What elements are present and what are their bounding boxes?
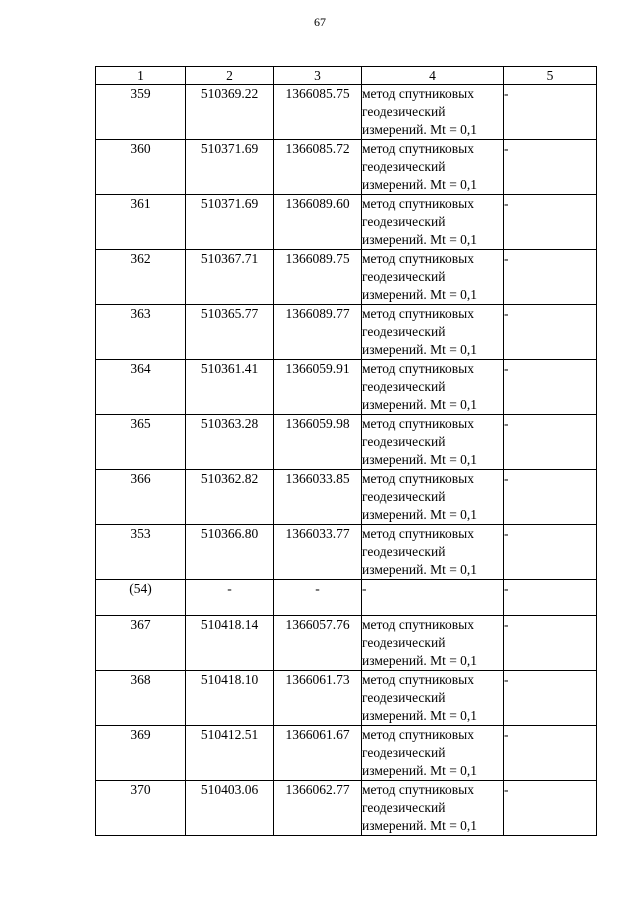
y-coordinate-cell: 1366059.98 bbox=[274, 415, 362, 470]
point-number-cell: 360 bbox=[96, 140, 186, 195]
y-coordinate-cell: 1366061.67 bbox=[274, 726, 362, 781]
method-line: измерений. Mt = 0,1 bbox=[362, 177, 478, 192]
y-coordinate-cell: 1366057.76 bbox=[274, 616, 362, 671]
method-line: измерений. Mt = 0,1 bbox=[362, 452, 478, 467]
method-line: метод спутниковых bbox=[362, 306, 474, 321]
y-coordinate-cell: 1366062.77 bbox=[274, 781, 362, 836]
method-cell bbox=[362, 781, 504, 836]
x-coordinate-cell: 510363.28 bbox=[186, 415, 274, 470]
x-coordinate-cell: 510361.41 bbox=[186, 360, 274, 415]
point-number-cell: 364 bbox=[96, 360, 186, 415]
table-row bbox=[96, 726, 597, 781]
method-line: метод спутниковых bbox=[362, 471, 474, 486]
table-row bbox=[96, 305, 597, 360]
method-cell bbox=[362, 616, 504, 671]
point-number-cell: 366 bbox=[96, 470, 186, 525]
y-coordinate-cell: 1366085.72 bbox=[274, 140, 362, 195]
coordinates-table bbox=[95, 66, 597, 836]
table-row bbox=[96, 360, 597, 415]
method-line: геодезический bbox=[362, 324, 446, 339]
y-coordinate-cell: 1366089.77 bbox=[274, 305, 362, 360]
y-coordinate-cell: 1366089.75 bbox=[274, 250, 362, 305]
method-line: измерений. Mt = 0,1 bbox=[362, 122, 478, 137]
note-cell: - bbox=[504, 85, 597, 140]
y-coordinate-cell: 1366059.91 bbox=[274, 360, 362, 415]
method-cell bbox=[362, 671, 504, 726]
table-row bbox=[96, 415, 597, 470]
method-line: метод спутниковых bbox=[362, 196, 474, 211]
method-cell bbox=[362, 140, 504, 195]
method-line: геодезический bbox=[362, 544, 446, 559]
method-cell bbox=[362, 195, 504, 250]
header-col-5: 5 bbox=[504, 67, 597, 85]
method-line: измерений. Mt = 0,1 bbox=[362, 507, 478, 522]
x-coordinate-cell: - bbox=[186, 580, 274, 616]
x-coordinate-cell: 510369.22 bbox=[186, 85, 274, 140]
header-col-1: 1 bbox=[96, 67, 186, 85]
point-number-cell: 368 bbox=[96, 671, 186, 726]
note-cell: - bbox=[504, 250, 597, 305]
x-coordinate-cell: 510403.06 bbox=[186, 781, 274, 836]
table-row bbox=[96, 250, 597, 305]
table-row bbox=[96, 85, 597, 140]
method-line: метод спутниковых bbox=[362, 361, 474, 376]
point-number-cell: 367 bbox=[96, 616, 186, 671]
note-cell: - bbox=[504, 726, 597, 781]
y-coordinate-cell: 1366061.73 bbox=[274, 671, 362, 726]
point-number-cell: 365 bbox=[96, 415, 186, 470]
method-line: геодезический bbox=[362, 214, 446, 229]
method-line: измерений. Mt = 0,1 bbox=[362, 653, 478, 668]
method-line: геодезический bbox=[362, 489, 446, 504]
method-line: измерений. Mt = 0,1 bbox=[362, 818, 478, 833]
note-cell: - bbox=[504, 470, 597, 525]
point-number-cell: 370 bbox=[96, 781, 186, 836]
x-coordinate-cell: 510418.10 bbox=[186, 671, 274, 726]
x-coordinate-cell: 510365.77 bbox=[186, 305, 274, 360]
method-line: метод спутниковых bbox=[362, 617, 474, 632]
table-body bbox=[96, 85, 597, 836]
x-coordinate-cell: 510362.82 bbox=[186, 470, 274, 525]
header-col-4: 4 bbox=[362, 67, 504, 85]
x-coordinate-cell: 510371.69 bbox=[186, 195, 274, 250]
point-number-cell: 369 bbox=[96, 726, 186, 781]
x-coordinate-cell: 510418.14 bbox=[186, 616, 274, 671]
method-line: геодезический bbox=[362, 690, 446, 705]
note-cell: - bbox=[504, 195, 597, 250]
method-line: геодезический bbox=[362, 379, 446, 394]
method-line: измерений. Mt = 0,1 bbox=[362, 397, 478, 412]
method-line: геодезический bbox=[362, 269, 446, 284]
note-cell: - bbox=[504, 580, 597, 616]
table-row bbox=[96, 195, 597, 250]
header-col-2: 2 bbox=[186, 67, 274, 85]
method-line: метод спутниковых bbox=[362, 672, 474, 687]
method-line: геодезический bbox=[362, 800, 446, 815]
method-line: измерений. Mt = 0,1 bbox=[362, 342, 478, 357]
method-cell bbox=[362, 85, 504, 140]
note-cell: - bbox=[504, 616, 597, 671]
method-cell bbox=[362, 250, 504, 305]
note-cell: - bbox=[504, 781, 597, 836]
method-line: измерений. Mt = 0,1 bbox=[362, 562, 478, 577]
method-line: измерений. Mt = 0,1 bbox=[362, 763, 478, 778]
method-line: геодезический bbox=[362, 635, 446, 650]
method-line: измерений. Mt = 0,1 bbox=[362, 708, 478, 723]
method-line: геодезический bbox=[362, 104, 446, 119]
method-line: метод спутниковых bbox=[362, 782, 474, 797]
x-coordinate-cell: 510412.51 bbox=[186, 726, 274, 781]
note-cell: - bbox=[504, 140, 597, 195]
x-coordinate-cell: 510366.80 bbox=[186, 525, 274, 580]
method-line: метод спутниковых bbox=[362, 141, 474, 156]
x-coordinate-cell: 510367.71 bbox=[186, 250, 274, 305]
method-cell bbox=[362, 305, 504, 360]
method-line: метод спутниковых bbox=[362, 251, 474, 266]
table-row bbox=[96, 616, 597, 671]
table-row bbox=[96, 580, 597, 616]
page-number: 67 bbox=[314, 15, 326, 29]
x-coordinate-cell: 510371.69 bbox=[186, 140, 274, 195]
table-row bbox=[96, 781, 597, 836]
note-cell: - bbox=[504, 415, 597, 470]
method-cell bbox=[362, 580, 504, 616]
method-cell bbox=[362, 360, 504, 415]
point-number-cell: 363 bbox=[96, 305, 186, 360]
note-cell: - bbox=[504, 671, 597, 726]
point-number-cell: 353 bbox=[96, 525, 186, 580]
method-cell bbox=[362, 415, 504, 470]
y-coordinate-cell: 1366033.85 bbox=[274, 470, 362, 525]
method-line: геодезический bbox=[362, 745, 446, 760]
method-line: метод спутниковых bbox=[362, 416, 474, 431]
y-coordinate-cell: - bbox=[274, 580, 362, 616]
table-row bbox=[96, 671, 597, 726]
header-col-3: 3 bbox=[274, 67, 362, 85]
point-number-cell: (54) bbox=[96, 580, 186, 616]
point-number-cell: 361 bbox=[96, 195, 186, 250]
y-coordinate-cell: 1366089.60 bbox=[274, 195, 362, 250]
method-cell bbox=[362, 726, 504, 781]
method-line: - bbox=[362, 581, 367, 596]
method-line: метод спутниковых bbox=[362, 526, 474, 541]
method-line: измерений. Mt = 0,1 bbox=[362, 232, 478, 247]
point-number-cell: 362 bbox=[96, 250, 186, 305]
table-row bbox=[96, 140, 597, 195]
note-cell: - bbox=[504, 305, 597, 360]
table-row bbox=[96, 470, 597, 525]
y-coordinate-cell: 1366033.77 bbox=[274, 525, 362, 580]
table-row bbox=[96, 525, 597, 580]
method-line: метод спутниковых bbox=[362, 86, 474, 101]
method-line: геодезический bbox=[362, 159, 446, 174]
method-cell bbox=[362, 525, 504, 580]
method-cell bbox=[362, 470, 504, 525]
method-line: измерений. Mt = 0,1 bbox=[362, 287, 478, 302]
method-line: геодезический bbox=[362, 434, 446, 449]
point-number-cell: 359 bbox=[96, 85, 186, 140]
y-coordinate-cell: 1366085.75 bbox=[274, 85, 362, 140]
note-cell: - bbox=[504, 525, 597, 580]
table-header-row bbox=[96, 67, 597, 85]
method-line: метод спутниковых bbox=[362, 727, 474, 742]
note-cell: - bbox=[504, 360, 597, 415]
